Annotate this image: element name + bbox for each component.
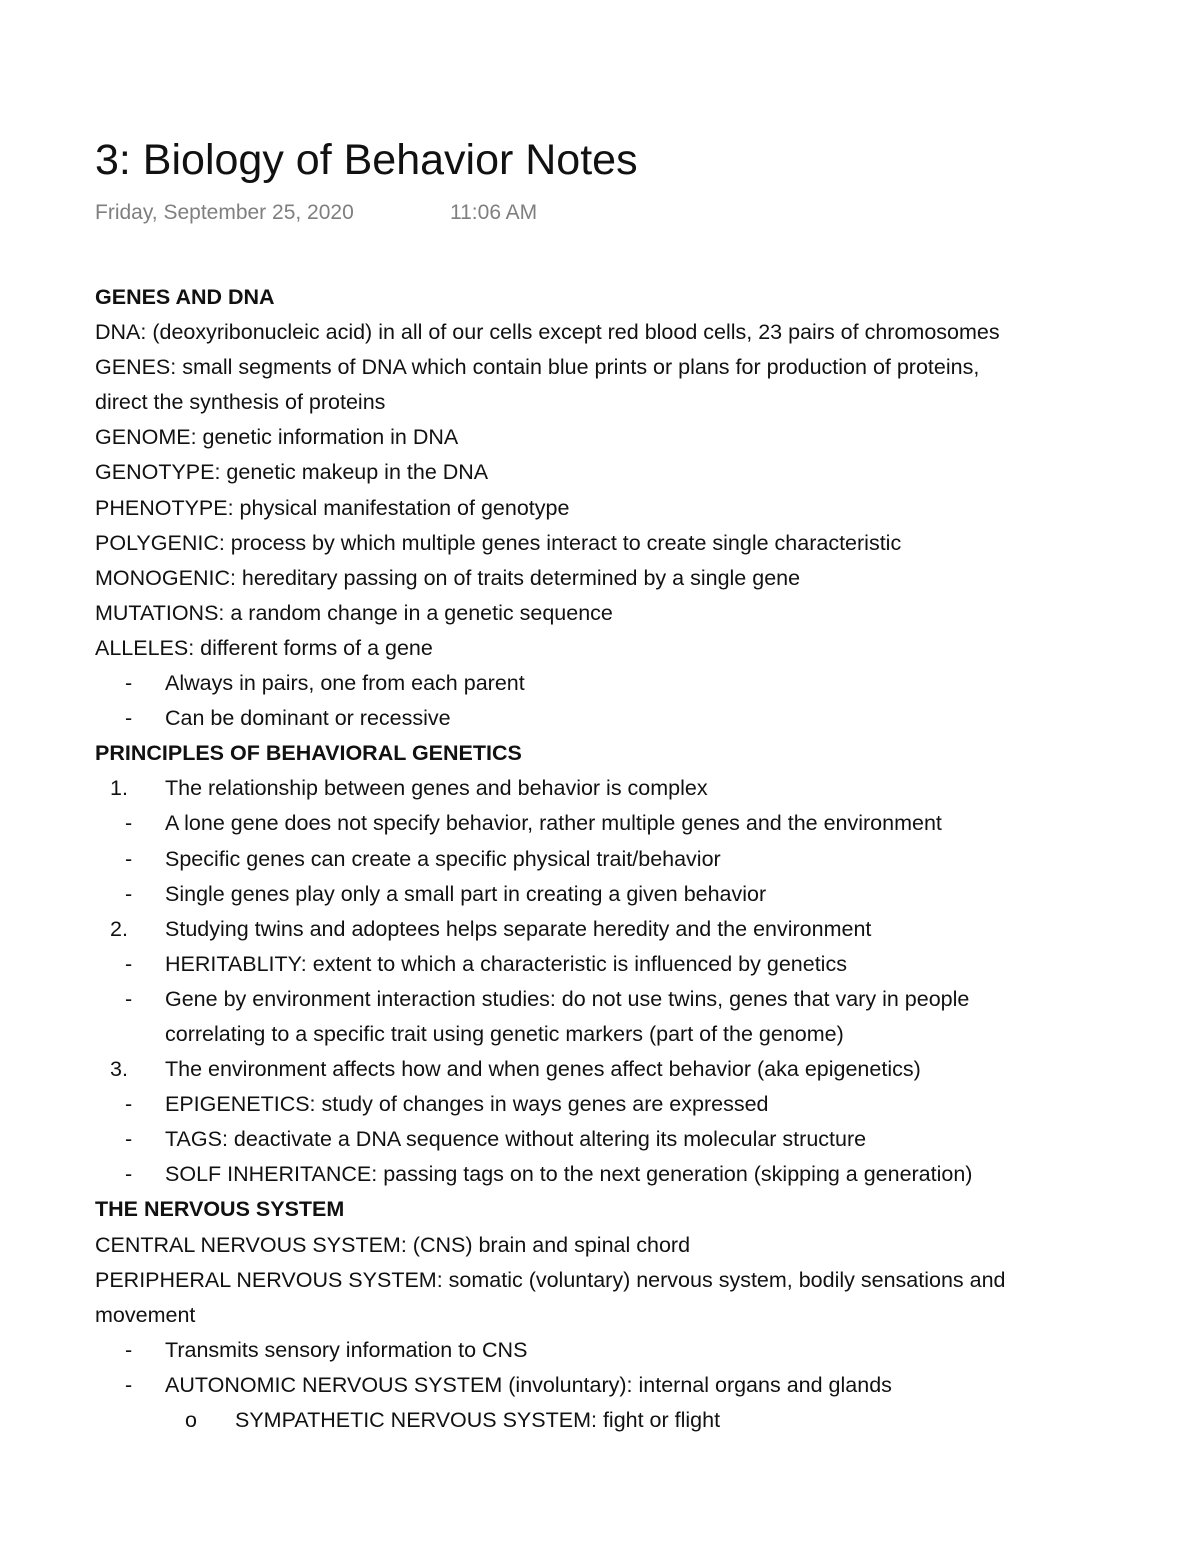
list-item: [95, 806, 1195, 841]
list-item-text: SOLF INHERITANCE: passing tags on to the next generation (skipping a generation): [165, 1162, 973, 1187]
numbered-item: [95, 912, 1195, 947]
list-item: [95, 877, 1195, 912]
bullet-dash: -: [125, 1162, 133, 1187]
definition-pns-line2: movement: [95, 1302, 196, 1327]
definition-cns: CENTRAL NERVOUS SYSTEM: (CNS) brain and spinal chord: [95, 1232, 691, 1257]
list-item: [95, 947, 1195, 982]
definition-alleles: ALLELES: different forms of a gene: [95, 635, 433, 660]
list-item: [95, 666, 1195, 701]
list-item: [95, 1122, 1195, 1157]
bullet-dash: -: [125, 671, 133, 696]
list-item-text: EPIGENETICS: study of changes in ways genes are expressed: [165, 1092, 769, 1117]
numbered-item: [95, 771, 1195, 806]
section-heading-principles: PRINCIPLES OF BEHAVIORAL GENETICS: [95, 741, 522, 766]
definition-genome: GENOME: genetic information in DNA: [95, 425, 459, 450]
numbered-item: [95, 1052, 1195, 1087]
section-heading-nervous-system: THE NERVOUS SYSTEM: [95, 1197, 345, 1222]
section-heading-genes: GENES AND DNA: [95, 285, 275, 309]
bullet-dash: -: [125, 846, 133, 871]
bullet-dash: -: [125, 1337, 133, 1362]
bullet-dash: -: [125, 1092, 133, 1117]
definition-phenotype: PHENOTYPE: physical manifestation of genotype: [95, 495, 570, 520]
list-number: 2.: [110, 916, 128, 941]
list-item: [95, 842, 1195, 877]
list-item: [95, 1157, 1195, 1192]
list-item: [95, 1087, 1195, 1122]
bullet-dash: -: [125, 1127, 133, 1152]
bullet-dash: -: [125, 1372, 133, 1397]
list-item-text: A lone gene does not specify behavior, rather multiple genes and the environment: [165, 811, 942, 836]
sub-list-item: [95, 1403, 1195, 1438]
list-item-text: correlating to a specific trait using genetic markers (part of the genome): [165, 1021, 844, 1046]
list-item-continuation: [95, 1017, 1195, 1052]
list-item: [95, 701, 1195, 736]
list-item-text: HERITABLITY: extent to which a characteristic is influenced by genetics: [165, 951, 847, 976]
definition-genes-line2: direct the synthesis of proteins: [95, 390, 386, 415]
bullet-dash: -: [125, 706, 133, 731]
definition-monogenic: MONOGENIC: hereditary passing on of traits determined by a single gene: [95, 565, 801, 590]
definition-genotype: GENOTYPE: genetic makeup in the DNA: [95, 460, 489, 485]
list-item-text: TAGS: deactivate a DNA sequence without altering its molecular structure: [165, 1127, 867, 1152]
page-title: 3: Biology of Behavior Notes: [95, 136, 638, 184]
note-timestamp: [95, 198, 538, 228]
bullet-dash: -: [125, 811, 133, 836]
definition-mutations: MUTATIONS: a random change in a genetic sequence: [95, 600, 613, 625]
note-body: [95, 280, 1195, 1438]
list-number: 1.: [110, 776, 128, 801]
list-item-text: The relationship between genes and behavior is complex: [165, 776, 708, 801]
list-item-text: Studying twins and adoptees helps separate heredity and the environment: [165, 916, 872, 941]
list-item-text: Specific genes can create a specific physical trait/behavior: [165, 846, 721, 871]
list-number: 3.: [110, 1057, 128, 1082]
note-date: Friday, September 25, 2020: [95, 201, 354, 224]
list-item: [95, 1333, 1195, 1368]
definition-pns-line1: PERIPHERAL NERVOUS SYSTEM: somatic (voluntary) nervous system, bodily sensations and: [95, 1267, 1006, 1292]
list-item: [95, 982, 1195, 1017]
bullet-circle: o: [185, 1408, 197, 1432]
bullet-dash: -: [125, 986, 133, 1011]
list-item-text: Always in pairs, one from each parent: [165, 671, 525, 696]
list-item-text: Transmits sensory information to CNS: [165, 1337, 528, 1362]
note-time: 11:06 AM: [450, 201, 538, 224]
list-item-text: AUTONOMIC NERVOUS SYSTEM (involuntary): internal organs and glands: [165, 1372, 892, 1397]
list-item: [95, 1368, 1195, 1403]
list-item-text: SYMPATHETIC NERVOUS SYSTEM: fight or flight: [235, 1408, 721, 1432]
list-item-text: The environment affects how and when genes affect behavior (aka epigenetics): [165, 1057, 921, 1082]
definition-polygenic: POLYGENIC: process by which multiple genes interact to create single characteristic: [95, 530, 902, 555]
definition-genes-line1: GENES: small segments of DNA which contain blue prints or plans for production of proteins,: [95, 355, 980, 380]
list-item-text: Single genes play only a small part in creating a given behavior: [165, 881, 767, 906]
list-item-text: Can be dominant or recessive: [165, 706, 451, 731]
bullet-dash: -: [125, 951, 133, 976]
definition-dna: DNA: (deoxyribonucleic acid) in all of our cells except red blood cells, 23 pairs of chromosomes: [95, 320, 1000, 345]
bullet-dash: -: [125, 881, 133, 906]
list-item-text: Gene by environment interaction studies: do not use twins, genes that vary in people: [165, 986, 970, 1011]
